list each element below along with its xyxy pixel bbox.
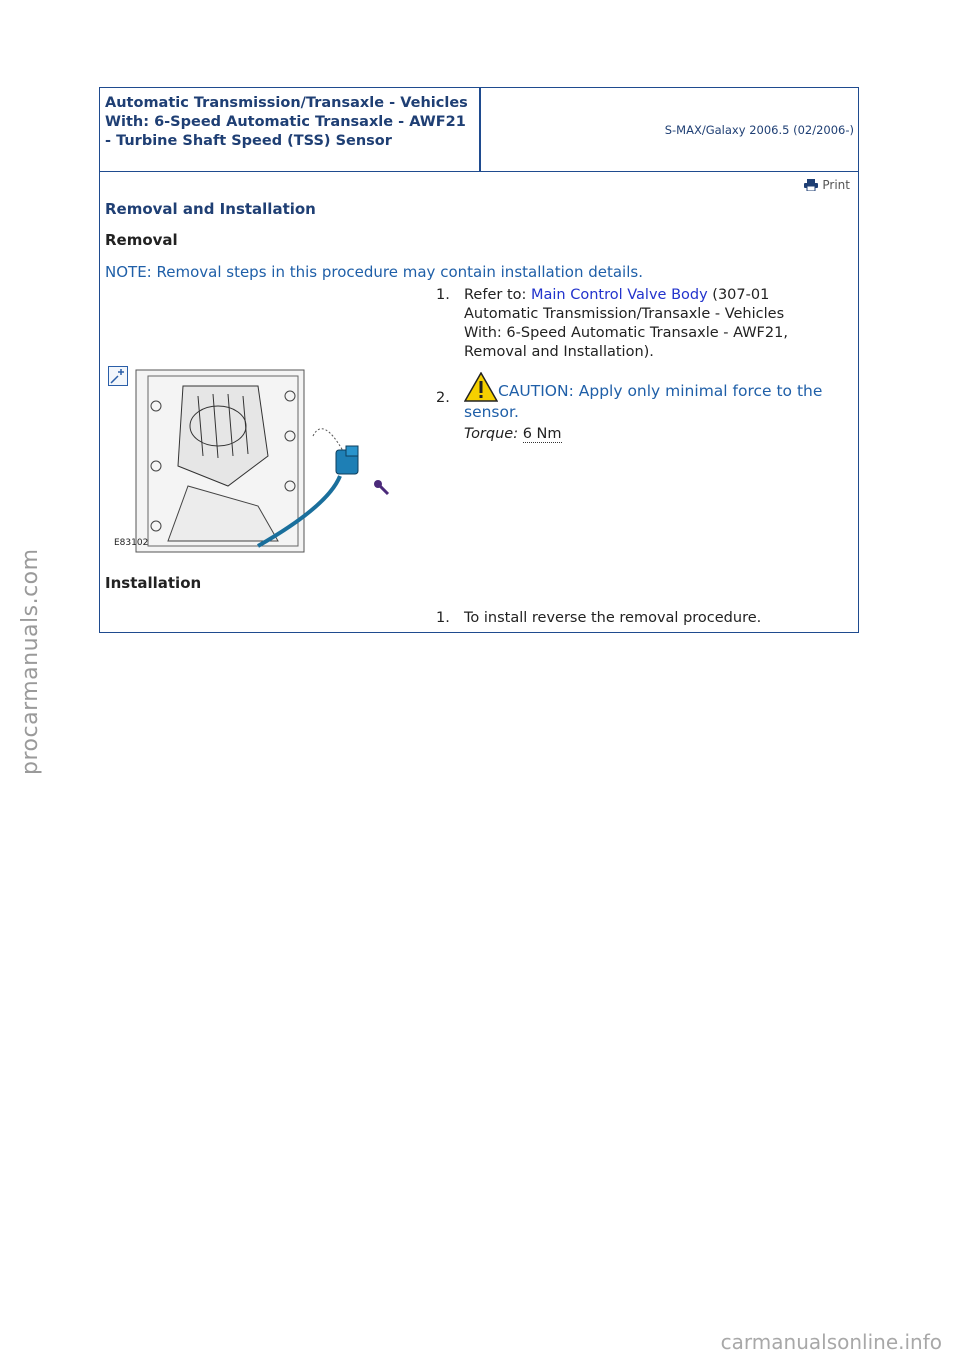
step-text xyxy=(464,286,824,362)
step-suffix: (307-01 Automatic Transmission/Transaxle - Vehicles With: 6-Speed Automatic Transaxle - AWF21, Removal and Installation). xyxy=(464,287,788,360)
warning-icon xyxy=(464,372,498,402)
torque-value[interactable]: 6 Nm xyxy=(522,426,562,442)
step-text xyxy=(464,372,824,444)
step-number: 1. xyxy=(436,287,450,303)
main-control-valve-body-link[interactable]: Main Control Valve Body xyxy=(531,287,708,303)
document-frame xyxy=(99,87,859,633)
removal-note: NOTE: Removal steps in this procedure may contain installation details. xyxy=(105,263,643,281)
step-number: 1. xyxy=(436,610,450,626)
figure-label: E83102 xyxy=(114,538,149,548)
caution-text: CAUTION: Apply only minimal force to the sensor. xyxy=(464,382,823,421)
header-row xyxy=(100,88,858,172)
sensor-illustration xyxy=(108,366,398,556)
print-label: Print xyxy=(822,178,850,192)
model-info: S-MAX/Galaxy 2006.5 (02/2006-) xyxy=(664,123,854,137)
step-text: To install reverse the removal procedure. xyxy=(464,610,762,626)
installation-heading: Installation xyxy=(105,574,202,592)
transmission-drawing xyxy=(108,366,398,556)
side-watermark: procarmanuals.com xyxy=(18,548,43,775)
bottom-watermark: carmanualsonline.info xyxy=(720,1330,942,1354)
document-title: Automatic Transmission/Transaxle - Vehicles With: 6-Speed Automatic Transaxle - AWF21 - Turbine Shaft Speed (TSS) Sensor xyxy=(105,95,468,149)
torque-spec xyxy=(464,425,824,444)
torque-label: Torque: xyxy=(464,426,519,442)
header-divider xyxy=(479,88,481,172)
section-title: Removal and Installation xyxy=(105,200,316,218)
removal-heading: Removal xyxy=(105,231,178,249)
step-prefix: Refer to: xyxy=(464,287,531,303)
print-button[interactable] xyxy=(804,178,850,192)
printer-icon xyxy=(804,179,818,191)
step-number: 2. xyxy=(436,390,450,406)
